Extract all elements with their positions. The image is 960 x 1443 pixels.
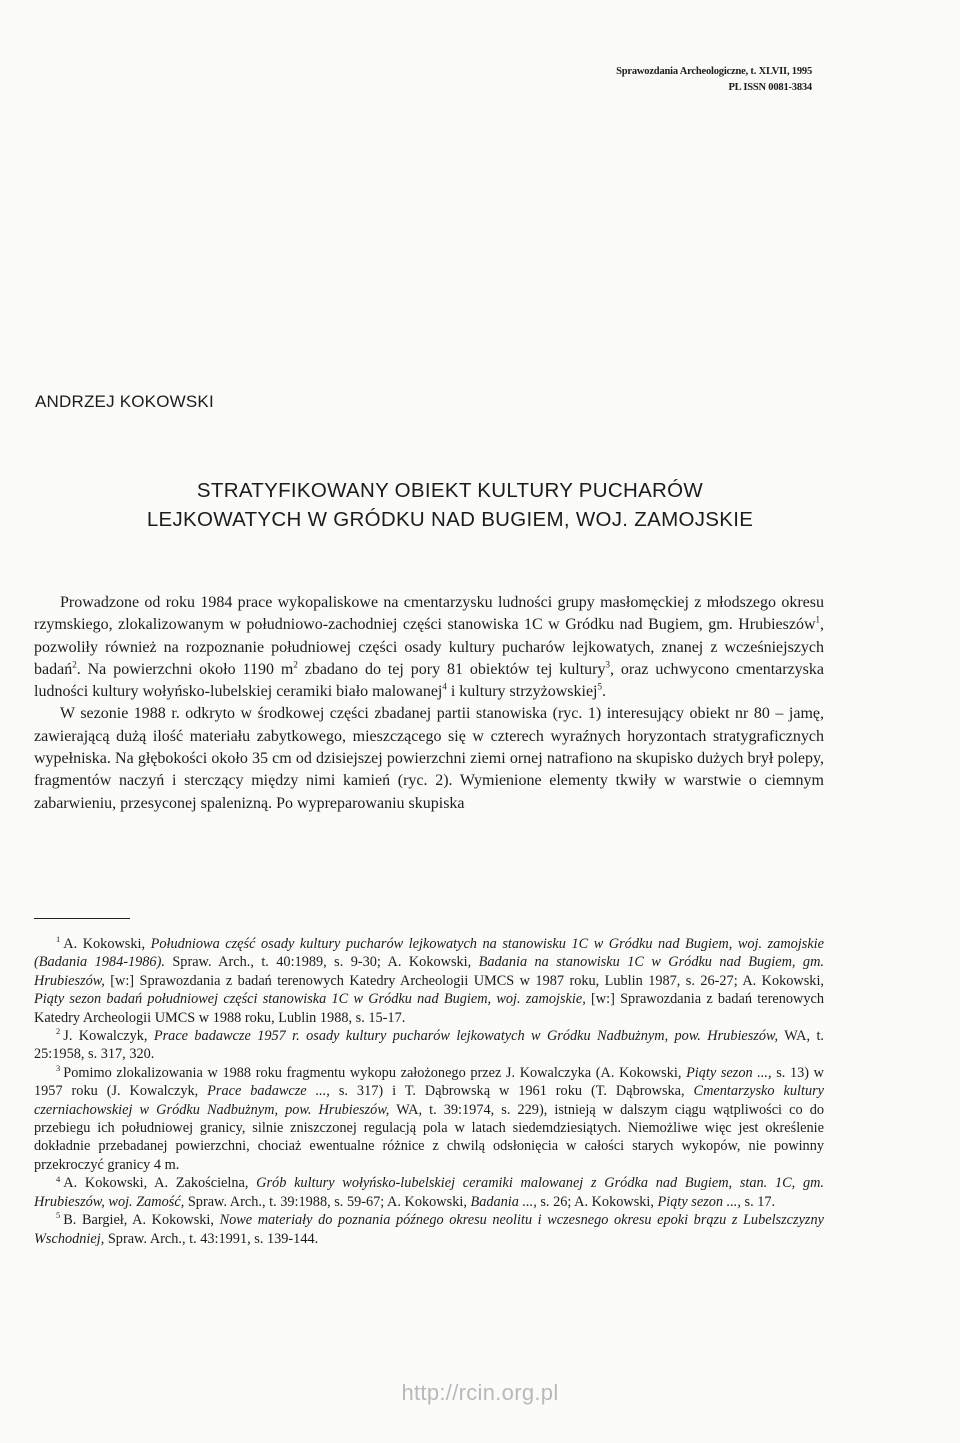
footnote <box>34 1064 824 1174</box>
body-paragraph-2: W sezonie 1988 r. odkryto w środkowej części zbadanej partii stanowiska (ryc. 1) interesujący obiekt nr 80 – jamę, zawierającą dużą ilość materiału zabytkowego, mieszczącego się w czterech wyraźnych horyzontach stratygraficznych wypełniska. Na głębokości około 35 cm od dzisiejszej powierzchni ziemi ornej natrafiono na skupisko dużych brył polepy, fragmentów naczyń i sterczący między nimi kamień (ryc. 2). Wymienione elementy tkwiły w warstwie o ciemnym zabarwieniu, przesyconej spalenizną. Po wypreparowaniu skupiska <box>34 705 824 812</box>
footnote-number: 2 <box>56 1026 61 1037</box>
footnote-text: Spraw. Arch., t. 39:1988, s. 59-67; A. Kokowski, <box>184 1193 471 1210</box>
title-line-2: LEJKOWATYCH W GRÓDKU NAD BUGIEM, WOJ. ZAMOJSKIE <box>146 508 754 531</box>
footnote-title: Grób kultury wołyńsko-lubelskiej ceramiki malowanej z Gródka nad Bugiem, stan. 1C, gm. Hrubieszów, woj. Zamość, <box>34 1175 824 1210</box>
journal-issn: PL ISSN 0081-3834 <box>728 82 812 93</box>
footnote-title: Badania ..., <box>470 1193 537 1210</box>
footnote-ref-4: 4 <box>442 681 447 692</box>
footnote-text: B. Bargieł, A. Kokowski, <box>63 1212 220 1229</box>
footnote-text: s. 17. <box>740 1193 776 1210</box>
footnote <box>34 1027 824 1064</box>
footnote-title: Piąty sezon badań południowej części stanowiska 1C w Gródku nad Bugiem, woj. zamojskie, <box>34 991 586 1008</box>
footnote-ref-2: 2 <box>72 659 77 670</box>
footnote-text: A. Kokowski, A. Zakościelna, <box>63 1175 257 1192</box>
footnote-text: Spraw. Arch., t. 40:1989, s. 9-30; A. Kokowski, <box>164 954 479 971</box>
footnote-number: 1 <box>56 934 61 945</box>
footnote-text: WA, t. 25:1958, s. 317, 320. <box>34 1028 825 1063</box>
title-line-1: STRATYFIKOWANY OBIEKT KULTURY PUCHARÓW <box>196 479 704 502</box>
footnote-text: [w:] Sprawozdania z badań terenowych Katedry Archeologii UMCS w 1988 roku, Lublin 1988, s. 15-17. <box>34 991 824 1026</box>
footnote-text: Pomimo zlokalizowania w 1988 roku fragmentu wykopu założonego przez J. Kowalczyka (A. Kokowski, <box>63 1064 687 1081</box>
footnote-title: Prace badawcze ..., <box>207 1083 330 1100</box>
footnote-text: s. 26; A. Kokowski, <box>536 1193 658 1210</box>
footnote <box>34 1211 824 1248</box>
body-text: , pozwoliły również na rozpoznanie południowej części osady kultury pucharów lejkowatych, znanej z wcześniejszych badań <box>34 616 824 678</box>
body-text: . Na powierzchni około 1190 m <box>76 660 294 678</box>
footnote-title: Piąty sezon ..., <box>686 1064 772 1081</box>
footnote-text: J. Kowalczyk, <box>63 1028 154 1045</box>
footnote-title: Cmentarzysko kultury czerniachowskiej w Gródku Nadbużnym, pow. Hrubieszów, <box>34 1083 824 1118</box>
body-text: . <box>602 683 606 701</box>
footnote-title: Nowe materiały do poznania późnego okresu neolitu i wczesnego okresu epoki brązu z Lubelszczyzny Wschodniej, <box>34 1212 824 1247</box>
area-unit-exponent: 2 <box>293 659 298 670</box>
body-text: Prowadzone od roku 1984 prace wykopaliskowe na cmentarzysku ludności grupy masłomęckiej z młodszego okresu rzymskiego, zlokalizowanym w południowo-zachodniej części stanowiska 1C w Gródku nad Bugiem, gm. Hrubieszów <box>34 594 824 634</box>
footnote-ref-3: 3 <box>605 659 611 670</box>
article-body <box>34 592 824 815</box>
article-title <box>60 476 840 534</box>
journal-citation: Sprawozdania Archeologiczne, t. XLVII, 1995 <box>616 66 812 77</box>
footnote-ref-5: 5 <box>597 681 602 692</box>
footnote-text: WA, t. 39:1974, s. 229), istnieją w dalszym ciągu wątpliwości co do przebiegu ich południowej granicy, silnie zniszczonej regulacją pola w latach siedemdziesiątych. Niemożliwe więc jest określenie dokładnie przebadanej powierzchni, chociaż ewentualne różnice z chwilą odsłonięcia w całości starych wykopów, nie powinny przekroczyć granicy 4 m. <box>34 1101 825 1173</box>
body-text: i kultury strzyżowskiej <box>446 683 598 701</box>
footnote-title: Piąty sezon ..., <box>657 1193 741 1210</box>
source-watermark[interactable]: http://rcin.org.pl <box>401 1380 559 1405</box>
footnote <box>34 935 824 1027</box>
footnote-ref-1: 1 <box>815 614 820 625</box>
footnote-number: 3 <box>56 1063 61 1074</box>
footnote-title: Badania na stanowisku 1C w Gródku nad Bugiem, gm. Hrubieszów, <box>34 954 824 989</box>
footnote-text: [w:] Sprawozdania z badań terenowych Katedry Archeologii UMCS w 1987 roku, Lublin 1987, s. 26-27; A. Kokowski, <box>104 972 824 989</box>
body-text: , oraz uchwycono cmentarzyska ludności kultury wołyńsko-lubelskiej ceramiki biało malowanej <box>34 660 824 701</box>
body-text: zbadano do tej pory 81 obiektów tej kultury <box>297 660 606 678</box>
body-paragraph-1 <box>34 592 824 703</box>
journal-header <box>616 64 812 96</box>
footnote-number: 4 <box>56 1173 61 1184</box>
footnote-title: Prace badawcze 1957 r. osady kultury pucharów lejkowatych w Gródku Nadbużnym, pow. Hrubieszów, <box>153 1028 779 1045</box>
footnote-text: A. Kokowski, <box>63 936 151 952</box>
footnote-title: Południowa część osady kultury pucharów lejkowatych na stanowisku 1C w Gródku nad Bugiem, woj. zamojskie (Badania 1984-1986). <box>34 936 824 971</box>
footnote-text: Spraw. Arch., t. 43:1991, s. 139-144. <box>104 1230 319 1247</box>
author-name: ANDRZEJ KOKOWSKI <box>35 392 214 411</box>
footnote-text: s. 317) i T. Dąbrowską w 1961 roku (T. Dąbrowska, <box>329 1083 694 1100</box>
footnote-text: s. 13) w 1957 roku (J. Kowalczyk, <box>34 1064 824 1100</box>
footnote-number: 5 <box>56 1210 61 1221</box>
footnote-separator <box>34 918 130 919</box>
footnotes <box>34 935 824 1248</box>
footnote <box>34 1174 824 1211</box>
